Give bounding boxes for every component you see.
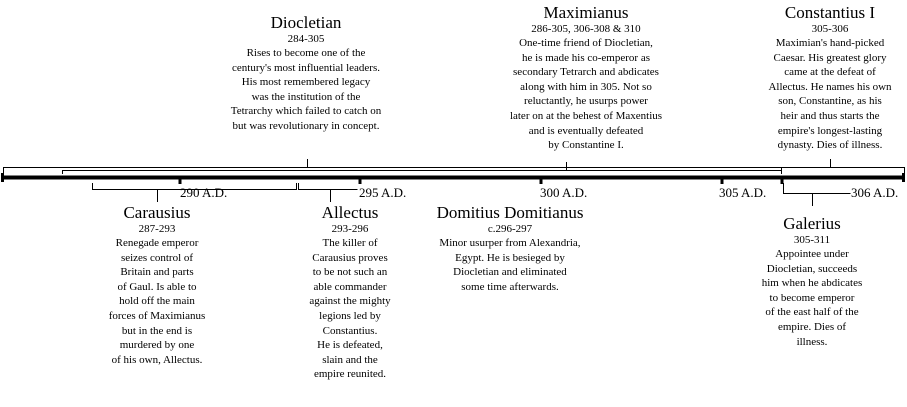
ruler-dates: 287-293 [138, 223, 176, 235]
year-label-300: 300 A.D. [540, 185, 588, 200]
axis-end-cap-left [1, 173, 4, 182]
ruler-dates: 284-305 [287, 33, 325, 45]
ruler-description: Appointee under Diocletian, succeeds him when he abdicates to become emperor of the east half of the empire. Dies of illness. [761, 248, 863, 348]
ruler-allectus [290, 203, 410, 382]
ruler-description: Rises to become one of the century's most influential leaders. His most remembered legacy was the institution of the Tetrarchy which failed to catch on but was revolutionary in concept. [230, 47, 382, 132]
reign-bracket-allectus [299, 183, 358, 202]
ruler-name: Carausius [123, 203, 191, 222]
ruler-constantius-i [760, 3, 900, 153]
ruler-description: Minor usurper from Alexandria, Egypt. He is besieged by Diocletian and eliminated some time afterwards. [439, 237, 581, 293]
year-label-305: 305 A.D. [719, 185, 767, 200]
year-tick [359, 178, 362, 184]
ruler-dates: 286-305, 306-308 & 310 [531, 23, 641, 35]
ruler-description: The killer of Carausius proves to be not such an able commander against the mighty legions led by Constantius. He is defeated, slain and the empire reunited. [309, 237, 391, 381]
ruler-galerius [742, 214, 882, 349]
year-label-290: 290 A.D. [180, 185, 228, 200]
ruler-dates: 305-306 [811, 23, 849, 35]
reign-bracket-constantius [782, 159, 905, 174]
ruler-dates: 305-311 [793, 234, 831, 246]
ruler-carausius [97, 203, 217, 367]
reign-bracket-galerius [784, 183, 851, 206]
ruler-description: Maximian's hand-picked Caesar. His greatest glory came at the defeat of Allectus. He names his own son, Constantine, as his heir and thus starts the empire's longest-lasting dynasty. Dies of illness. [768, 37, 892, 152]
reign-bracket-diocletian [4, 159, 905, 174]
year-label-306: 306 A.D. [851, 185, 899, 200]
year-label-295: 295 A.D. [359, 185, 407, 200]
ruler-name: Diocletian [270, 13, 342, 32]
ruler-maximianus [486, 3, 686, 153]
ruler-name: Galerius [783, 214, 841, 233]
year-tick [179, 178, 182, 184]
axis-line [2, 176, 905, 180]
ruler-dates: c.296-297 [487, 223, 533, 235]
year-tick [540, 178, 543, 184]
ruler-description: One-time friend of Diocletian, he is made his co-emperor as secondary Tetrarch and abdicates along with him in 305. Not so reluctantly, he usurps power later on at the behest of Maxentius and is eventually defeated by Constantine I. [509, 37, 663, 152]
ruler-description: Renegade emperor seizes control of Britain and parts of Gaul. Is able to hold off the main forces of Maximianus but in the end is murdered by one of his own, Allectus. [108, 237, 206, 366]
ruler-dates: 293-296 [331, 223, 369, 235]
ruler-name: Constantius I [784, 3, 876, 22]
ruler-domitius-domitianus [420, 203, 600, 294]
ruler-name: Domitius Domitianus [436, 203, 584, 222]
axis-end-cap-right [902, 173, 905, 182]
ruler-name: Maximianus [543, 3, 629, 22]
ruler-name: Allectus [321, 203, 379, 222]
ruler-diocletian [206, 13, 406, 134]
year-tick [721, 178, 724, 184]
